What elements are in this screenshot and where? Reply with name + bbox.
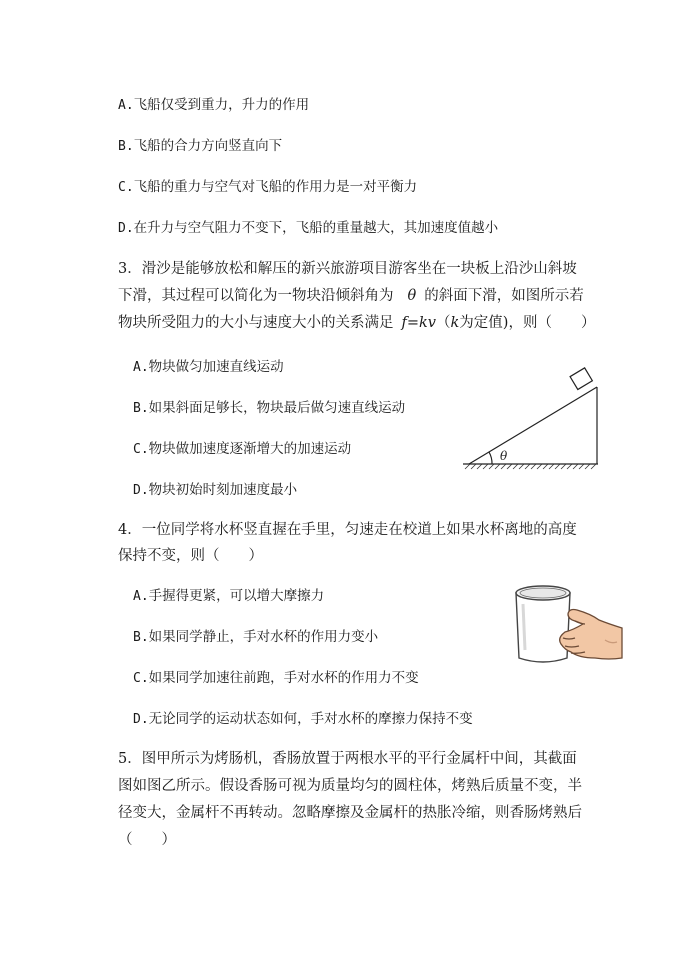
incline-figure [455,365,615,475]
q3-option-d: D.物块初始时刻加速度最小 [133,482,298,498]
q2-option-a: A.飞船仅受到重力，升力的作用 [118,97,310,113]
angle-arc [489,452,492,464]
angle-label: θ [500,449,508,463]
q2-option-b: B.飞船的合力方向竖直向下 [118,138,283,154]
q2-option-d: D.在升力与空气阻力不变下，飞船的重量越大，其加速度值越小 [118,220,499,236]
q5-stem-line2: 图如图乙所示。假设香肠可视为质量均匀的圆柱体，烤熟后质量不变，半 [118,778,582,794]
q5-stem-line4: （ ） [118,832,176,848]
q3-stem-line1: 3．滑沙是能够放松和解压的新兴旅游项目游客坐在一块板上沿沙山斜坡 [118,261,577,277]
cup-in-hand-figure [505,580,623,668]
cup-icon [516,586,570,662]
q5-stem-line1: 5．图甲所示为烤肠机，香肠放置于两根水平的平行金属杆中间，其截面 [118,751,577,767]
hand-icon [560,610,622,660]
q3-option-c: C.物块做加速度逐渐增大的加速运动 [133,441,352,457]
q3-option-a: A.物块做匀加速直线运动 [133,359,284,375]
q3-option-b: B.如果斜面足够长，物块最后做匀速直线运动 [133,400,406,416]
incline-slope-line [469,387,597,464]
sliding-block [570,368,592,390]
q3-stem-line2: 下滑，其过程可以简化为一物块沿倾斜角为 θ 的斜面下滑，如图所示若 [118,288,584,304]
q2-option-c: C.飞船的重力与空气对飞船的作用力是一对平衡力 [118,179,418,195]
q4-option-a: A.手握得更紧，可以增大摩擦力 [133,588,325,604]
q5-stem-line3: 径变大，金属杆不再转动。忽略摩擦及金属杆的热胀冷缩，则香肠烤熟后 [118,805,582,821]
ground-hatching [465,464,596,469]
q3-stem-line3: 物块所受阻力的大小与速度大小的关系满足 f=kv（k为定值)，则（ ） [118,315,596,331]
q4-stem-line1: 4．一位同学将水杯竖直握在手里，匀速走在校道上如果水杯离地的高度 [118,522,577,538]
q4-option-b: B.如果同学静止，手对水杯的作用力变小 [133,629,379,645]
q4-option-c: C.如果同学加速往前跑，手对水杯的作用力不变 [133,670,419,686]
q4-stem-line2: 保持不变，则（ ） [118,548,263,564]
q4-option-d: D.无论同学的运动状态如何，手对水杯的摩擦力保持不变 [133,711,473,727]
